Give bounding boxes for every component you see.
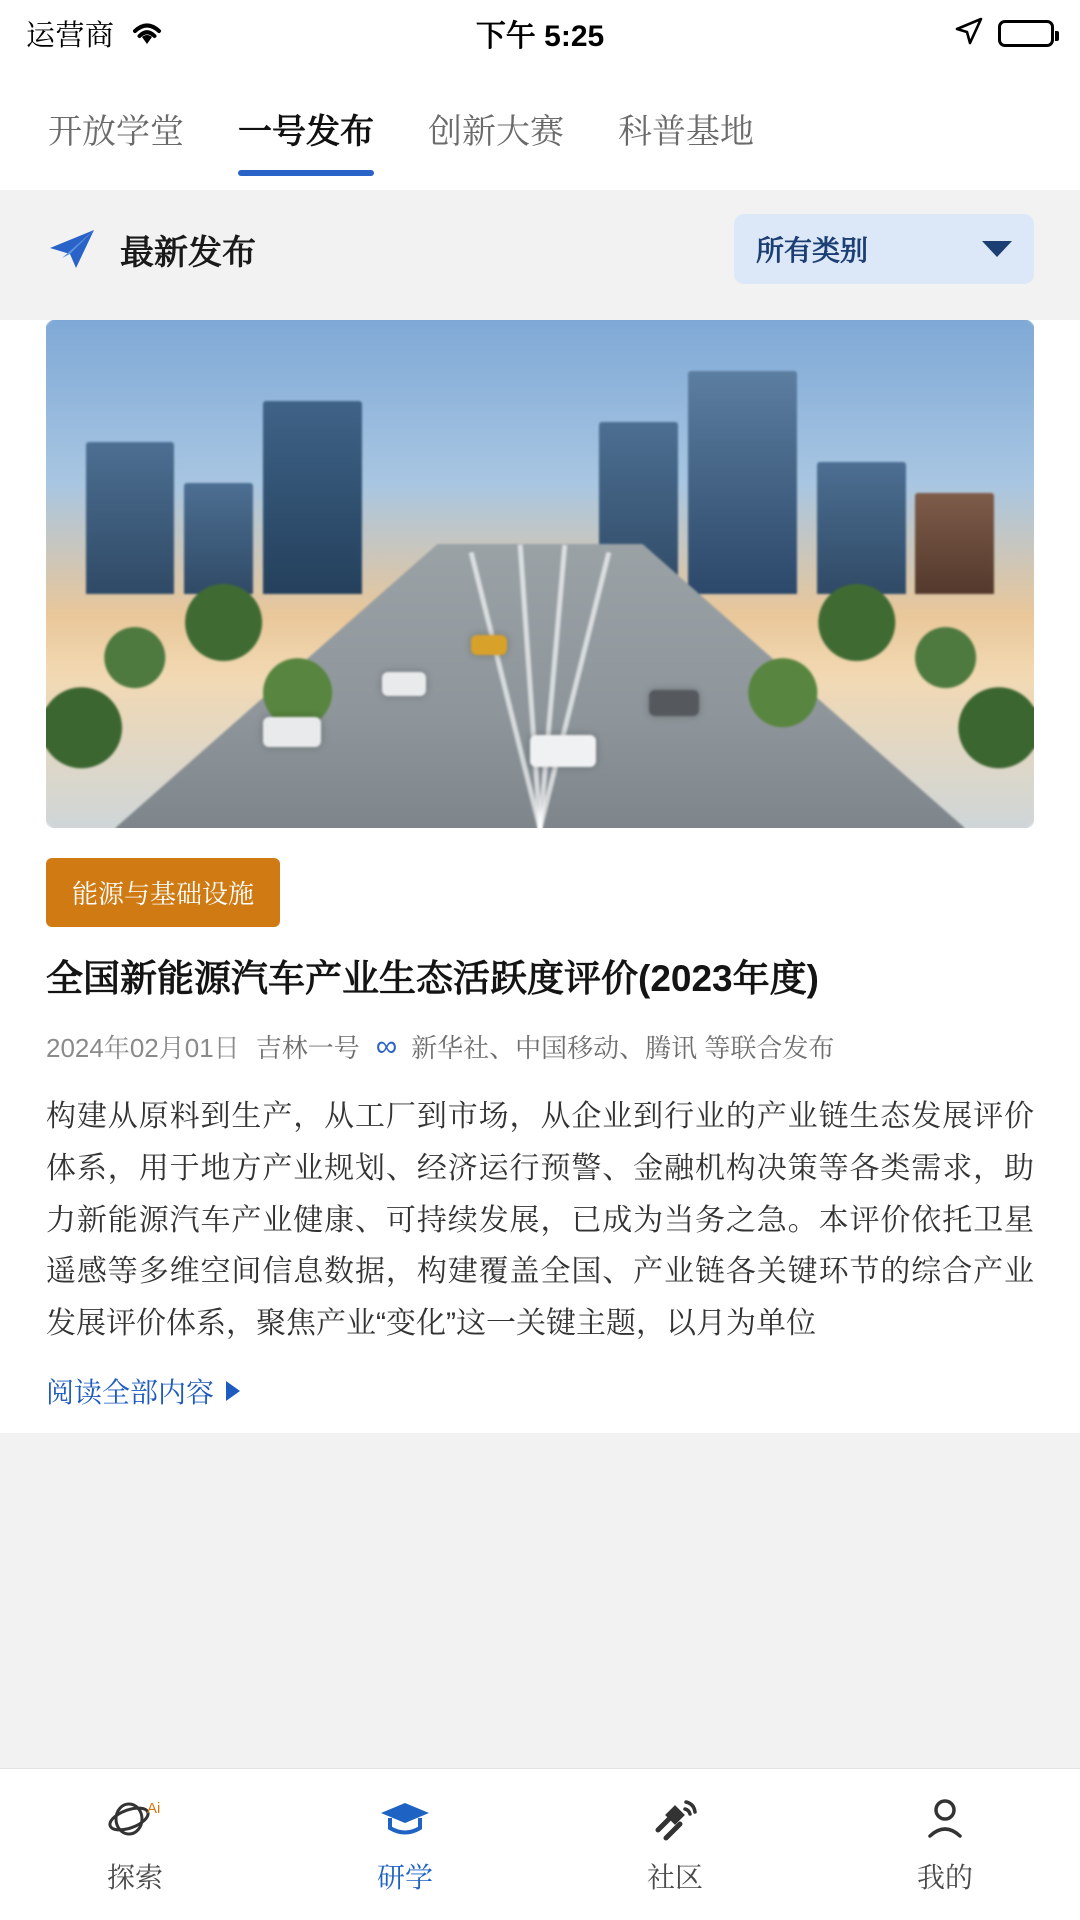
tab-science-base[interactable]: 科普基地 <box>618 112 754 151</box>
section-title: 最新发布 <box>120 233 256 272</box>
status-bar-left <box>26 13 476 54</box>
nav-label-study: 研学 <box>376 1861 433 1893</box>
carrier-label: 运营商 <box>26 19 115 52</box>
category-filter-value: 所有类别 <box>756 235 869 266</box>
nav-label-mine: 我的 <box>916 1861 973 1893</box>
status-bar <box>0 0 1080 66</box>
status-bar-right <box>604 16 1054 51</box>
category-tag: 能源与基础设施 <box>46 858 280 927</box>
paper-plane-icon <box>46 226 98 272</box>
wifi-icon <box>129 20 165 46</box>
user-icon <box>922 1794 968 1844</box>
nav-item-mine[interactable] <box>810 1794 1080 1896</box>
tab-yihao-release[interactable]: 一号发布 <box>238 66 374 190</box>
card-hero-image[interactable] <box>46 320 1034 828</box>
tab-open-classroom[interactable]: 开放学堂 <box>48 112 184 151</box>
publish-date: 2024年02月01日 <box>46 1033 240 1064</box>
tab-innovation-contest[interactable]: 创新大赛 <box>428 112 564 151</box>
satellite-name: 吉林一号 <box>255 1033 360 1064</box>
nav-item-explore[interactable] <box>0 1794 270 1896</box>
chevron-down-icon <box>982 241 1012 257</box>
top-tab-bar[interactable] <box>0 66 1080 190</box>
nav-label-explore: 探索 <box>106 1861 163 1893</box>
location-arrow-icon <box>954 16 984 51</box>
card-body-text: 构建从原料到生产，从工厂到市场，从企业到行业的产业链生态发展评价体系，用于地方产业规划、经济运行预警、金融机构决策等各类需求，助力新能源汽车产业健康、可持续发展，已成为当务之急。本评价依托卫星遥感等多维空间信息数据，构建覆盖全国、产业链各关键环节的综合产业发展评价体系，聚焦产业“变化”这一关键主题，以月为单位 <box>46 1100 1034 1340</box>
category-filter-select[interactable] <box>734 214 1034 284</box>
nav-label-community: 社区 <box>646 1861 703 1893</box>
bottom-nav-bar[interactable] <box>0 1768 1080 1920</box>
content-area <box>0 190 1080 1768</box>
ai-explore-icon <box>107 1794 163 1844</box>
graduation-cap-icon <box>378 1794 432 1844</box>
satellite-community-icon <box>648 1794 702 1844</box>
release-card[interactable] <box>0 320 1080 1433</box>
battery-icon <box>998 20 1054 47</box>
card-meta <box>46 1028 1034 1065</box>
sources-label: 新华社、中国移动、腾讯 等联合发布 <box>411 1033 835 1064</box>
satellite-link-icon: ∞ <box>375 1029 396 1063</box>
svg-text:Ai: Ai <box>147 1799 161 1817</box>
read-more-label: 阅读全部内容 <box>46 1377 215 1409</box>
card-title[interactable]: 全国新能源汽车产业生态活跃度评价(2023年度) <box>46 958 819 999</box>
arrow-right-icon <box>226 1381 240 1401</box>
section-header <box>0 190 1080 308</box>
hero-blur-overlay <box>46 320 1034 828</box>
nav-item-community[interactable] <box>540 1794 810 1896</box>
section-header-left <box>46 225 734 274</box>
nav-item-study[interactable] <box>270 1794 540 1896</box>
read-more-link[interactable] <box>46 1371 1034 1411</box>
clock-label: 下午 5:25 <box>475 20 605 53</box>
